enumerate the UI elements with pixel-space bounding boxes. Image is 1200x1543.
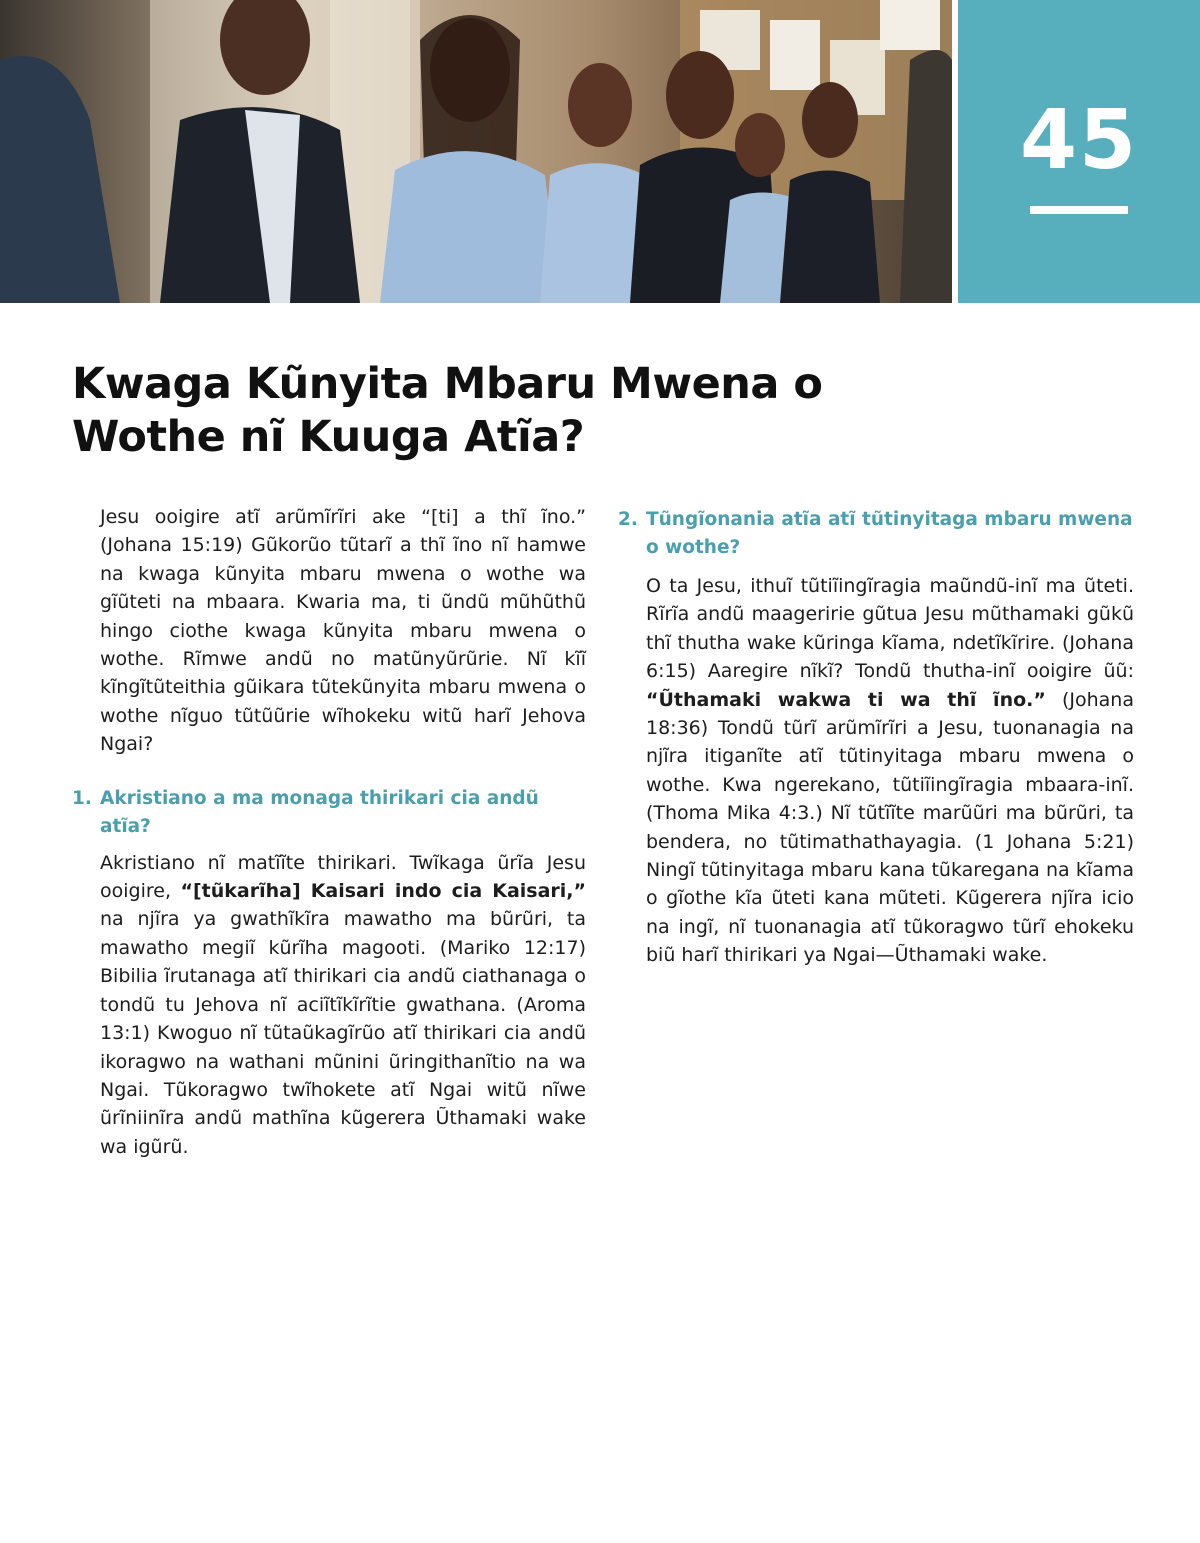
left-column bbox=[72, 503, 587, 1161]
question-number: 1. bbox=[72, 787, 92, 809]
page-title: Kwaga Kũnyita Mbaru Mwena o Wothe nĩ Kuuga Atĩa? bbox=[72, 359, 823, 462]
students-standing-illustration bbox=[0, 0, 952, 303]
lesson-number-panel bbox=[958, 0, 1200, 303]
question-text: Tũngĩonania atĩa atĩ tũtinyitaga mbaru mwena o wothe? bbox=[646, 509, 1133, 558]
answer-bold-quote: “[tũkarĩha] Kaisari indo cia Kaisari,” bbox=[180, 880, 587, 903]
answer-paragraph-2 bbox=[646, 572, 1134, 970]
right-column bbox=[618, 506, 1134, 970]
question-heading-2 bbox=[618, 506, 1134, 562]
intro-paragraph: Jesu ooigire atĩ arũmĩrĩri ake “[ti] a thĩ ĩno.” (Johana 15:19) Gũkorũo tũtarĩ a thĩ ĩno nĩ hamwe na kwaga kũnyita mbaru mwena o wothe wa gĩũteti na mbaara. Kwaria ma, ti ũndũ mũhũthũ hingo ciothe kwaga kũnyita mbaru mwena o wothe. Rĩmwe andũ no matũnyũrũrie. Nĩ kĩĩ kĩngĩtũteithia gũikara tũtekũnyita mbaru mwena o wothe nĩguo tũtũũrie wĩhokeku witũ harĩ Jehova Ngai? bbox=[100, 506, 586, 756]
lesson-number-underline bbox=[1030, 206, 1128, 214]
answer-text: Akristiano nĩ matĩĩte thirikari. Twĩkaga ũrĩa Jesu ooigire, bbox=[100, 851, 586, 903]
answer-paragraph-1 bbox=[100, 849, 586, 1161]
question-number: 2. bbox=[618, 509, 638, 530]
question-text: Akristiano a ma monaga thirikari cia andũ atĩa? bbox=[100, 787, 539, 837]
question-heading-1 bbox=[72, 785, 586, 841]
answer-text: na njĩra ya gwathĩkĩra mawatho ma bũrũri, ta mawatho megiĩ kũrĩha magooti. (Mariko 12:17) Bibilia ĩrutanaga atĩ thirikari cia andũ ciathanaga o tondũ tu Jehova nĩ aciĩtĩkĩrĩtie gwathana. (Aroma 13:1) Kwoguo nĩ tũtaũkagĩrũo atĩ thirikari cia andũ ikoragwo na wathani mũnini ũringithanĩtio na wa Ngai. Tũkoragwo twĩhokete atĩ Ngai witũ nĩwe ũrĩniinĩra andũ mathĩna kũgerera Ũthamaki wake wa igũrũ. bbox=[100, 908, 586, 1158]
answer-bold-quote: “Ũthamaki wakwa ti wa thĩ ĩno.” bbox=[646, 688, 1046, 711]
lesson-number: 45 bbox=[1019, 93, 1139, 188]
answer-text: (Johana 18:36) Tondũ tũrĩ arũmĩrĩri a Jesu, tuonanagia na njĩra itiganĩte atĩ tũtinyitaga mbaru mwena o wothe. Kwa ngerekano, tũtiĩingĩragia mbaara-inĩ. (Thoma Mika 4:3.) Nĩ tũtĩĩte marũũri ma bũrũri, ta bendera, no tũtimathathayagia. (1 Johana 5:21) Ningĩ tũtinyitaga mbaru kana tũkaregana na kĩama o gĩothe kĩa ũteti kana mũteti. Kũgerera njĩra icio na ingĩ, nĩ tuonanagia atĩ tũkoragwo tũrĩ ehokeku biũ harĩ thirikari ya Ngai—Ũthamaki wake. bbox=[646, 688, 1134, 967]
hero-photo bbox=[0, 0, 952, 303]
answer-text: O ta Jesu, ithuĩ tũtiĩingĩragia maũndũ-inĩ ma ũteti. Rĩrĩa andũ maageririe gũtua Jesu mũthamaki gũkũ thĩ thutha wake kũringa kĩama, ndetĩkĩrire. (Johana 6:15) Aaregire nĩkĩ? Tondũ thutha-inĩ ooigire ũũ: bbox=[646, 575, 1134, 683]
